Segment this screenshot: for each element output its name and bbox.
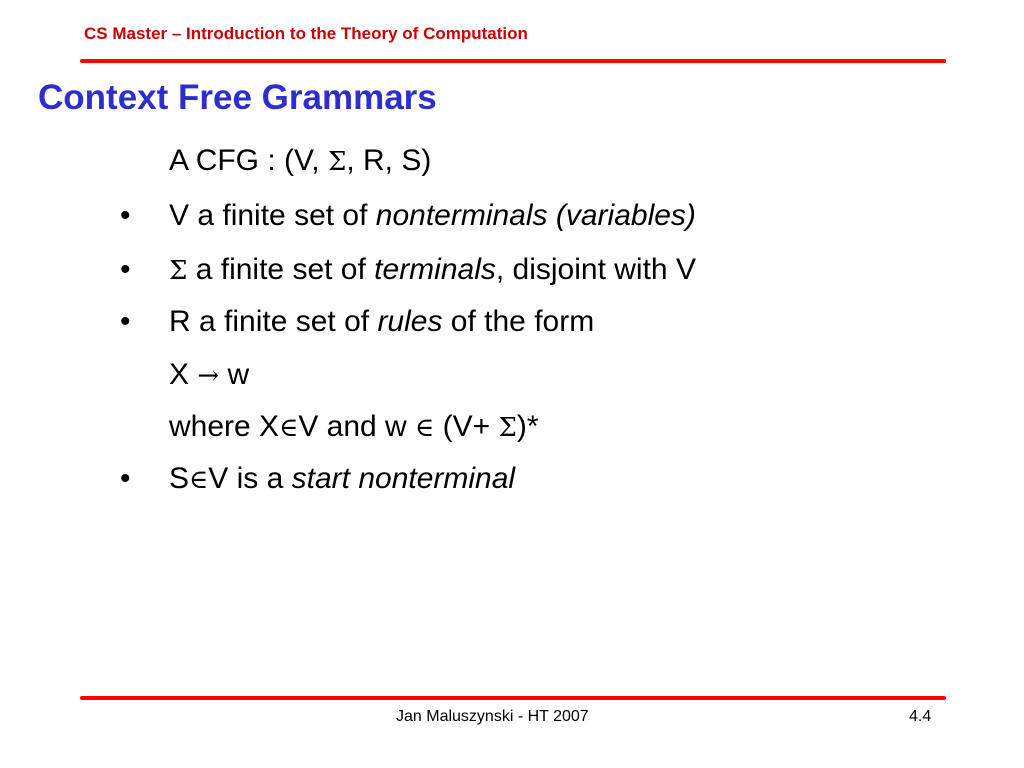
where-text-b: V and w	[298, 410, 416, 443]
item-italic: terminals	[374, 253, 496, 286]
item-italic: start nonterminal	[291, 462, 516, 495]
where-line	[169, 409, 539, 446]
bullet-3: •	[120, 305, 131, 338]
item-rest: of the form	[442, 305, 595, 338]
bullet-4: •	[120, 462, 131, 495]
bullet-1: •	[120, 199, 131, 232]
rule-rhs: w	[219, 358, 250, 391]
rule-lhs: X	[169, 358, 198, 391]
where-text-d: )*	[516, 410, 539, 443]
item-text-a: S	[169, 462, 190, 495]
cfg-definition-line	[169, 143, 431, 180]
arrow-symbol: →	[197, 361, 220, 391]
item-italic: nonterminals (variables)	[375, 199, 696, 232]
bullet-2: •	[120, 253, 131, 286]
footer-author: Jan Maluszynski - HT 2007	[396, 708, 589, 725]
element-of-symbol: ∈	[415, 413, 435, 443]
header-rule	[80, 59, 946, 63]
list-item-rules	[169, 304, 594, 340]
item-text-b: V is a	[208, 462, 292, 495]
rule-form-line	[169, 357, 249, 394]
list-item-terminals	[169, 252, 696, 289]
where-text-c: (V+	[434, 410, 499, 443]
slide-title: Context Free Grammars	[38, 78, 437, 117]
item-text: a finite set of	[187, 253, 375, 286]
sigma-symbol: Σ	[169, 256, 188, 286]
item-rest: , disjoint with V	[495, 253, 696, 286]
sigma-symbol: Σ	[498, 413, 517, 443]
cfg-text-b: , R, S)	[346, 144, 432, 177]
element-of-symbol: ∈	[189, 465, 209, 495]
item-italic: rules	[377, 305, 443, 338]
footer-rule	[80, 696, 946, 700]
item-text: R a finite set of	[169, 305, 378, 338]
cfg-text-a: A CFG : (V,	[169, 144, 328, 177]
element-of-symbol: ∈	[279, 413, 299, 443]
list-item-start	[169, 461, 515, 498]
course-title: CS Master – Introduction to the Theory of Computation	[84, 24, 528, 43]
item-text: V a finite set of	[169, 199, 376, 232]
sigma-symbol: Σ	[327, 147, 347, 177]
list-item-nonterminals	[169, 198, 696, 234]
page-number: 4.4	[909, 708, 932, 725]
where-text-a: where X	[169, 410, 280, 443]
